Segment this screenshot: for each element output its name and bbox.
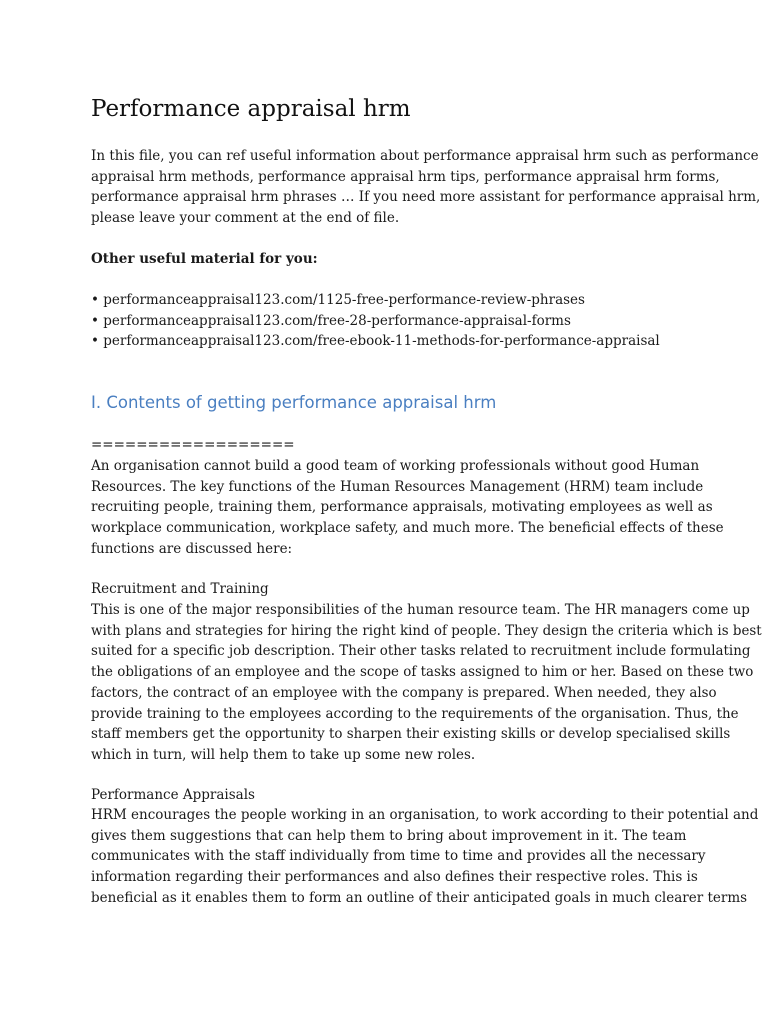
useful-link[interactable]: • performanceappraisal123.com/1125-free-performance-review-phrases — [91, 292, 585, 308]
appraisals-heading: Performance Appraisals — [91, 787, 255, 803]
intro-line: please leave your comment at the end of file. — [91, 210, 400, 227]
body-line: functions are discussed here: — [91, 540, 293, 557]
recruitment-heading: Recruitment and Training — [91, 581, 269, 597]
recruitment-line: with plans and strategies for hiring the right kind of people. They design the criteria which is best — [91, 622, 762, 639]
appraisals-line: communicates with the staff individually from time to time and provides all the necessary — [91, 848, 706, 865]
useful-link[interactable]: • performanceappraisal123.com/free-28-performance-appraisal-forms — [91, 312, 571, 329]
section-heading: I. Contents of getting performance appraisal hrm — [91, 393, 497, 412]
recruitment-line: staff members get the opportunity to sharpen their existing skills or develop specialised skills — [91, 726, 731, 743]
intro-line: In this file, you can ref useful information about performance appraisal hrm such as performance — [91, 148, 759, 164]
recruitment-line: This is one of the major responsibilities of the human resource team. The HR managers come up — [91, 602, 750, 618]
intro-line: appraisal hrm methods, performance appraisal hrm tips, performance appraisal hrm forms, — [91, 168, 720, 185]
separator-line: ================== — [91, 437, 295, 453]
recruitment-line: which in turn, will help them to take up some new roles. — [91, 746, 476, 763]
useful-link[interactable]: • performanceappraisal123.com/free-ebook-11-methods-for-performance-appraisal — [91, 333, 660, 350]
intro-paragraph — [91, 146, 760, 229]
useful-links-list — [91, 290, 660, 352]
body-line: Resources. The key functions of the Human Resources Management (HRM) team include — [91, 478, 704, 495]
body-line: recruiting people, training them, performance appraisals, motivating employees as well as — [91, 499, 713, 516]
recruitment-line: provide training to the employees according to the requirements of the organisation. Thus, the — [91, 705, 739, 722]
appraisals-line: beneficial as it enables them to form an outline of their anticipated goals in much clearer terms — [91, 889, 748, 906]
recruitment-line: the obligations of an employee and the scope of tasks assigned to him or her. Based on these two — [91, 664, 754, 681]
body-paragraph — [91, 456, 724, 560]
recruitment-paragraph — [91, 600, 762, 766]
material-heading: Other useful material for you: — [91, 251, 318, 267]
appraisals-paragraph — [91, 805, 758, 909]
appraisals-line: information regarding their performances and also defines their respective roles. This is — [91, 869, 698, 886]
intro-line: performance appraisal hrm phrases … If you need more assistant for performance appraisal hrm, — [91, 189, 761, 206]
appraisals-line: gives them suggestions that can help them to bring about improvement in it. The team — [91, 827, 687, 844]
recruitment-line: factors, the contract of an employee with the company is prepared. When needed, they also — [91, 684, 717, 701]
recruitment-line: suited for a specific job description. Their other tasks related to recruitment include formulating — [91, 643, 751, 660]
appraisals-line: HRM encourages the people working in an organisation, to work according to their potential and — [91, 807, 759, 823]
body-line: workplace communication, workplace safety, and much more. The beneficial effects of these — [91, 520, 724, 537]
document-title: Performance appraisal hrm — [91, 96, 411, 122]
body-line: An organisation cannot build a good team of working professionals without good Human — [91, 458, 700, 474]
